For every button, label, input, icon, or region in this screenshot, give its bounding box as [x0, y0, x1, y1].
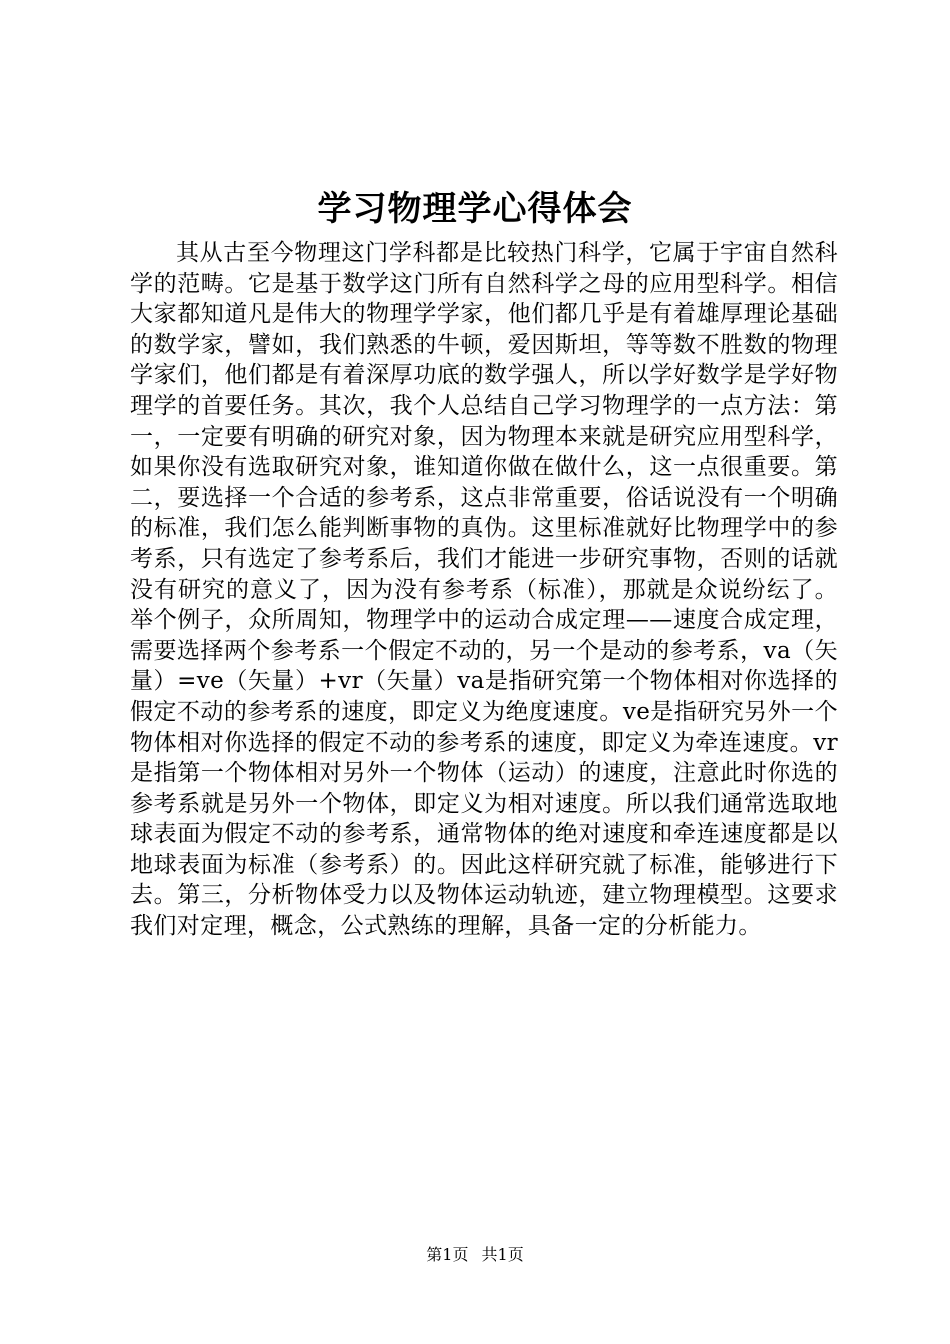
document-title: 学习物理学心得体会 — [317, 189, 633, 229]
page-footer — [0, 1244, 950, 1266]
page-total: 共1页 — [481, 1245, 524, 1264]
page-number: 第1页 — [426, 1245, 469, 1264]
document-body-paragraph: 其从古至今物理这门学科都是比较热门科学，它属于宇宙自然科学的范畴。它是基于数学这门所有自然科学之母的应用型科学。相信大家都知道凡是伟大的物理学学家，他们都几乎是有着雄厚理论基础的数学家，譬如，我们熟悉的牛顿，爱因斯坦，等等数不胜数的物理学家们，他们都是有着深厚功底的数学强人，所以学好数学是学好物理学的首要任务。其次，我个人总结自己学习物理学的一点方法：第一，一定要有明确的研究对象，因为物理本来就是研究应用型科学，如果你没有选取研究对象，谁知道你做在做什么，这一点很重要。第二，要选择一个合适的参考系，这点非常重要，俗话说没有一个明确的标准，我们怎么能判断事物的真伪。这里标准就好比物理学中的参考系，只有选定了参考系后，我们才能进一步研究事物，否则的话就没有研究的意义了，因为没有参考系（标准），那就是众说纷纭了。举个例子，众所周知，物理学中的运动合成定理——速度合成定理，需要选择两个参考系一个假定不动的，另一个是动的参考系，va（矢量）=ve（矢量）+vr（矢量）va是指研究第一个物体相对你选择的假定不动的参考系的速度，即定义为绝度速度。ve是指研究另外一个物体相对你选择的假定不动的参考系的速度，即定义为牵连速度。vr是指第一个物体相对另外一个物体（运动）的速度，注意此时你选的参考系就是另外一个物体，即定义为相对速度。所以我们通常选取地球表面为假定不动的参考系，通常物体的绝对速度和牵连速度都是以地球表面为标准（参考系）的。因此这样研究就了标准，能够进行下去。第三，分析物体受力以及物体运动轨迹，建立物理模型。这要求我们对定理，概念，公式熟练的理解，具备一定的分析能力。 — [130, 240, 838, 940]
